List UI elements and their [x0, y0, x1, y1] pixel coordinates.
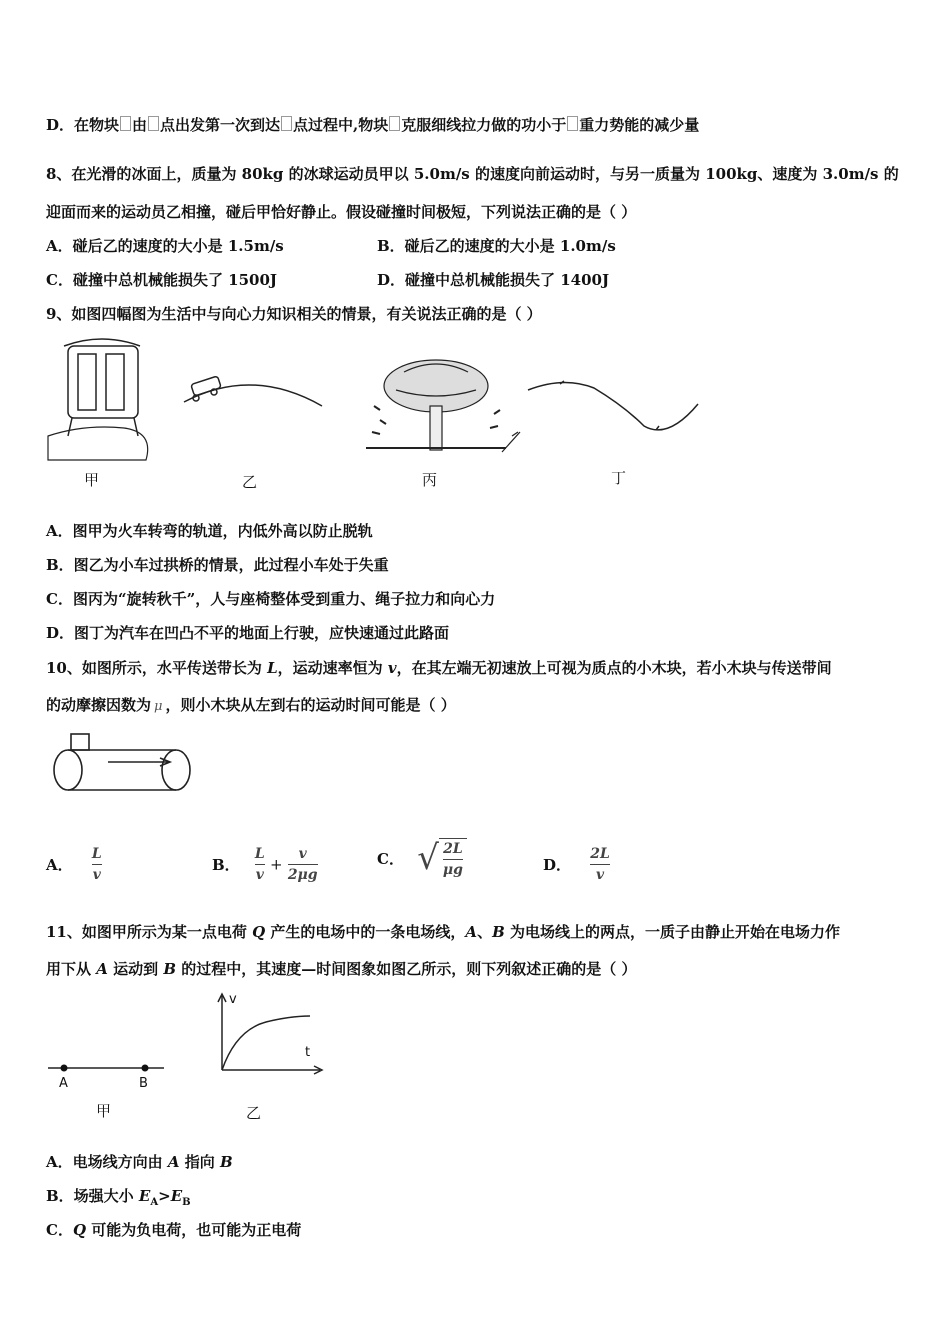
formula-c — [439, 838, 467, 878]
formula-b1 — [255, 846, 265, 883]
var-Q: Q — [72, 1221, 87, 1239]
q10-option-d — [543, 846, 610, 883]
den: μg — [442, 862, 463, 878]
q10-stem-line1 — [46, 658, 832, 678]
text: 点出发第一次到达 — [160, 116, 281, 134]
arch-bridge-figure — [184, 376, 322, 406]
caption-yi-11: 乙 — [246, 1104, 262, 1122]
num: 2L — [590, 846, 610, 862]
rotating-swing-figure — [366, 360, 520, 452]
text: 的过程中，其速度—时间图象如图乙所示，则下列叙述正确的是（ ） — [176, 960, 637, 978]
q11-stem-line2 — [46, 959, 636, 979]
text: 为电场线上的两点，一质子由静止开始在电场力作 — [504, 923, 840, 941]
gt: > — [158, 1187, 171, 1205]
text: ，运动速率恒为 — [277, 659, 388, 677]
q8-option-c: C．碰撞中总机械能损失了 1500J — [46, 271, 278, 289]
var-A: A — [96, 960, 108, 978]
var-Q: Q — [252, 923, 266, 941]
axis-label-v: v — [229, 992, 237, 1007]
caption-bing: 丙 — [422, 471, 438, 489]
q7-option-d — [46, 115, 699, 135]
var-mu: μ — [154, 699, 163, 714]
den: v — [595, 867, 605, 883]
text: 运动到 — [107, 960, 164, 978]
label: C． — [377, 849, 404, 868]
text: ，则小木块从左到右的运动时间可能是（ ） — [165, 696, 456, 714]
q8-option-a: A．碰后乙的速度的大小是 1.5m/s — [46, 237, 284, 255]
den: v — [92, 867, 101, 883]
var-B: B — [492, 923, 505, 941]
train-curve-figure — [48, 339, 148, 460]
text: 可能为负电荷，也可能为正电荷 — [86, 1221, 302, 1239]
q11-option-a — [46, 1152, 233, 1172]
text: C． — [46, 1221, 73, 1239]
sqrt-sign: √ — [417, 838, 439, 878]
label: B． — [212, 856, 240, 874]
var-B: B — [163, 960, 177, 978]
text: 10、如图所示，水平传送带长为 — [46, 659, 268, 677]
text: 、 — [477, 923, 493, 941]
formula-a — [92, 846, 102, 883]
text: 点过程中,物块 — [293, 116, 389, 134]
q9-stem: 9、如图四幅图为生活中与向心力知识相关的情景，有关说法正确的是（ ） — [46, 305, 542, 323]
bumpy-road-figure — [528, 381, 698, 430]
q8-option-b: B．碰后乙的速度的大小是 1.0m/s — [377, 237, 616, 255]
q11-stem-line1 — [46, 922, 840, 942]
missing-glyph-box — [148, 116, 159, 131]
missing-glyph-box — [281, 116, 292, 131]
q9-option-a: A．图甲为火车转弯的轨道，内低外高以防止脱轨 — [46, 522, 373, 540]
q10-option-a — [46, 846, 102, 883]
var-E: E — [170, 1187, 183, 1205]
q8-option-d: D．碰撞中总机械能损失了 1400J — [377, 271, 610, 289]
q11-option-b — [46, 1186, 191, 1213]
text: 由 — [132, 116, 148, 134]
text: 重力势能的减少量 — [579, 116, 700, 134]
text: 用下从 — [46, 960, 97, 978]
q9-option-d: D．图丁为汽车在凹凸不平的地面上行驶，应快速通过此路面 — [46, 624, 450, 642]
plus: + — [270, 855, 283, 874]
velocity-time-graph — [210, 990, 330, 1076]
text: D．在物块 — [46, 116, 120, 134]
caption-jia-11: 甲 — [96, 1102, 112, 1120]
text: 产生的电场中的一条电场线， — [265, 923, 466, 941]
q10-option-b — [212, 846, 318, 883]
var-B: B — [219, 1153, 233, 1171]
missing-glyph-box — [389, 116, 400, 131]
axis-label-t: t — [305, 1045, 311, 1060]
num: v — [298, 846, 307, 862]
caption-yi: 乙 — [242, 473, 258, 491]
sub-a: A — [150, 1197, 159, 1208]
formula-d — [590, 846, 610, 883]
var-A: A — [465, 923, 478, 941]
num: 2L — [443, 841, 463, 857]
var-L: L — [267, 659, 278, 677]
q8-stem-line2: 迎面而来的运动员乙相撞，碰后甲恰好静止。假设碰撞时间极短，下列说法正确的是（ ） — [46, 203, 637, 221]
q11-option-c — [46, 1220, 301, 1240]
label: D． — [543, 856, 572, 874]
text: 克服细线拉力做的功小于 — [401, 116, 567, 134]
q9-figures — [44, 336, 714, 466]
sub-b: B — [182, 1197, 191, 1208]
var-A: A — [167, 1153, 180, 1171]
var-E: E — [138, 1187, 151, 1205]
text: ，在其左端无初速放上可视为质点的小木块，若小木块与传送带间 — [396, 659, 832, 677]
var-v: v — [387, 659, 397, 677]
text: 的动摩擦因数为 — [46, 696, 152, 714]
text: 指向 — [179, 1153, 220, 1171]
q9-option-b: B．图乙为小车过拱桥的情景，此过程小车处于失重 — [46, 556, 389, 574]
q9-option-c: C．图丙为“旋转秋千”，人与座椅整体受到重力、绳子拉力和向心力 — [46, 590, 496, 608]
label-point-b: B — [139, 1076, 148, 1091]
caption-jia: 甲 — [84, 471, 100, 489]
label: A． — [46, 856, 73, 874]
conveyor-belt-figure — [48, 732, 198, 792]
den: 2μg — [287, 867, 318, 883]
caption-ding: 丁 — [611, 469, 627, 487]
text: B．场强大小 — [46, 1187, 139, 1205]
missing-glyph-box — [120, 116, 131, 131]
label-point-a: A — [59, 1076, 68, 1091]
num: L — [254, 846, 265, 862]
formula-b2 — [288, 846, 318, 883]
text: 11、如图甲所示为某一点电荷 — [46, 923, 253, 941]
missing-glyph-box — [567, 116, 578, 131]
den: v — [255, 867, 264, 883]
q8-stem-line1: 8、在光滑的冰面上，质量为 80kg 的冰球运动员甲以 5.0m/s 的速度向前运动时，与另一质量为 100kg、速度为 3.0m/s 的 — [46, 165, 899, 183]
text: A．电场线方向由 — [46, 1153, 168, 1171]
q10-option-c — [377, 838, 467, 878]
q10-stem-line2 — [46, 695, 456, 717]
num: L — [91, 846, 102, 862]
